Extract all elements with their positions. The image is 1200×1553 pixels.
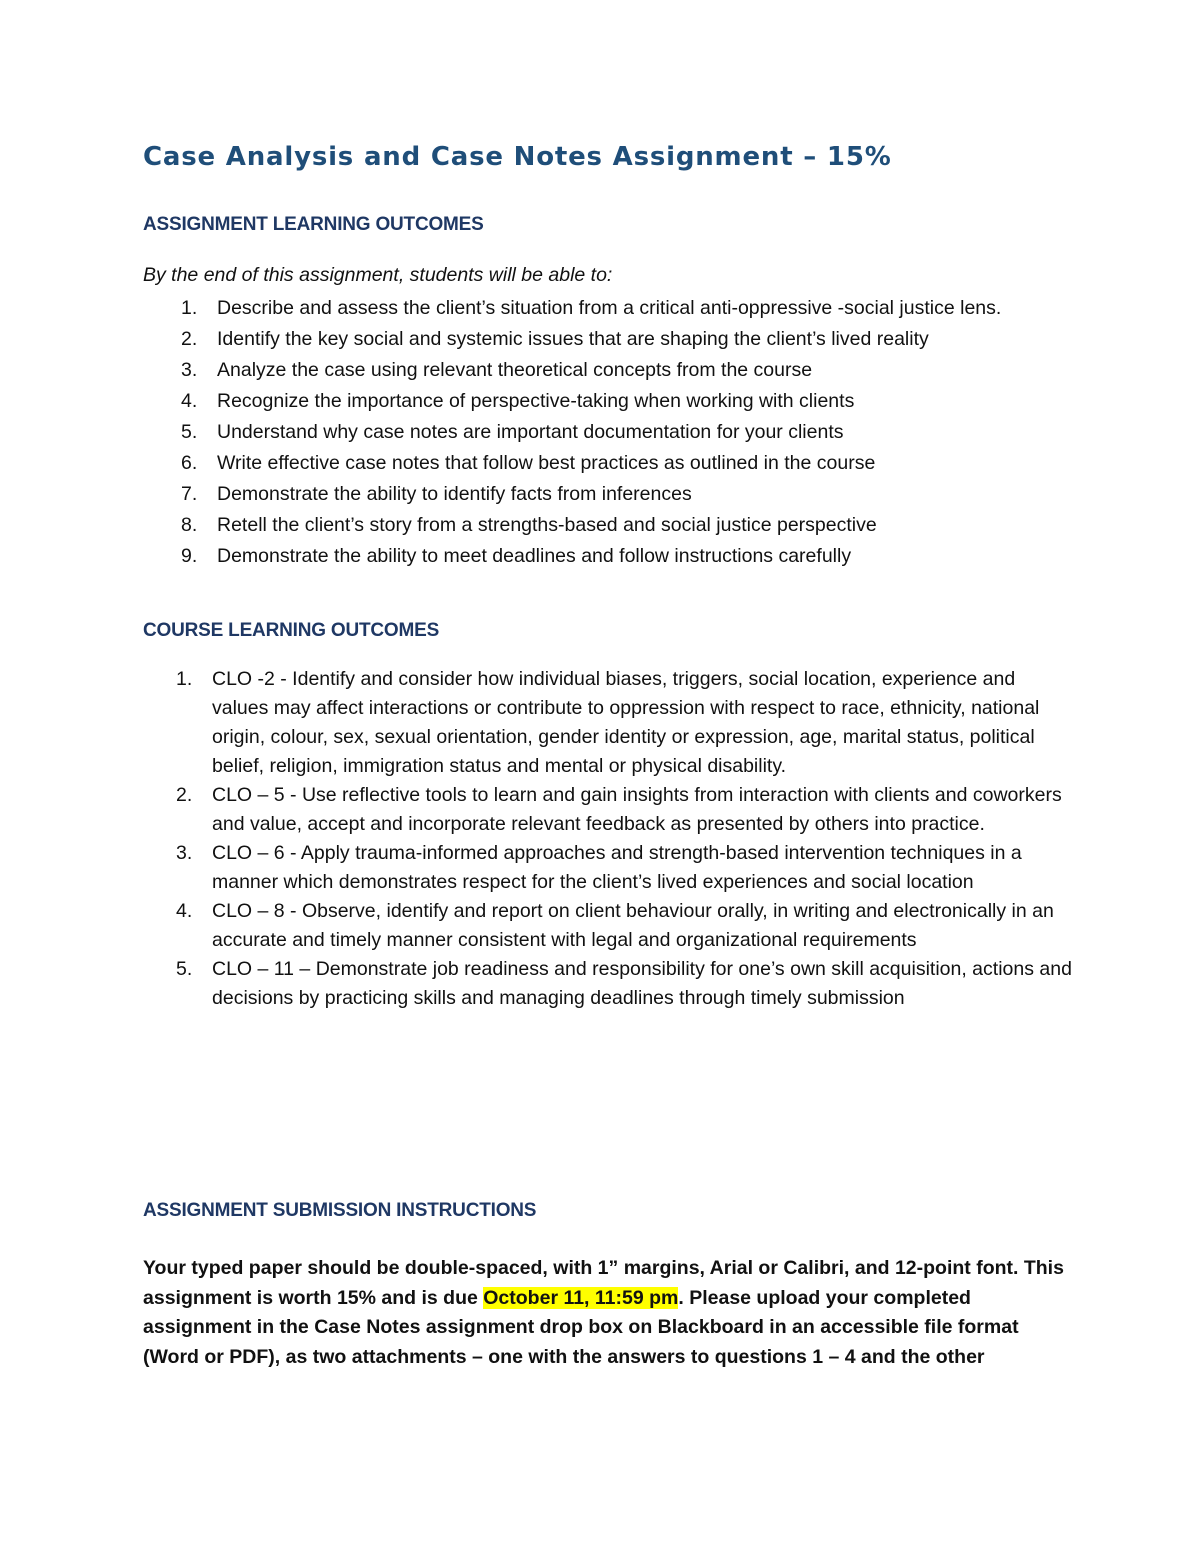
list-number: 2. — [181, 328, 198, 350]
document-title: Case Analysis and Case Notes Assignment – 15% — [143, 142, 892, 172]
list-item — [0, 418, 1047, 447]
list-number: 3. — [176, 842, 193, 864]
list-number: 6. — [181, 452, 198, 474]
list-item-text: Analyze the case using relevant theoretical concepts from the course — [217, 359, 813, 381]
submission-paragraph — [143, 1254, 1073, 1372]
list-number: 8. — [181, 514, 198, 536]
list-item-text: CLO – 11 – Demonstrate job readiness and responsibility for one’s own skill acquisition, actions and decisions by practicing skills and managing deadlines through timely submission — [212, 958, 1072, 1009]
list-item — [0, 781, 1072, 839]
list-item-text: CLO – 6 - Apply trauma-informed approaches and strength-based intervention techniques in a manner which demonstrates respect for the client’s lived experiences and social location — [212, 842, 1022, 893]
course-outcomes-heading: COURSE LEARNING OUTCOMES — [143, 620, 440, 641]
list-number: 5. — [176, 958, 193, 980]
list-item-text: Recognize the importance of perspective-taking when working with clients — [217, 390, 855, 412]
submission-text-after: . Please upload your completed assignment in the Case Notes assignment drop box on Blackboard in an accessible file format (Word or PDF), as two attachments – one with the answers to questions 1 – 4 and the other — [143, 1286, 1019, 1368]
list-item-text: CLO -2 - Identify and consider how individual biases, triggers, social location, experience and values may affect interactions or contribute to oppression with respect to race, ethnicity, national origin, colour, sex, sexual orientation, gender identity or expression, age, marital status, political belief, religion, immigration status and mental or physical disability. — [212, 668, 1040, 777]
list-item-text: Describe and assess the client’s situation from a critical anti-oppressive -social justice lens. — [217, 297, 1002, 319]
submission-text-before: Your typed paper should be double-spaced, with 1” margins, Arial or Calibri, and 12-point font. This assignment is worth 15% and is due — [143, 1257, 1064, 1309]
list-item — [0, 511, 1047, 540]
course-outcomes-list — [0, 665, 1072, 1013]
list-item-text: Retell the client’s story from a strengths-based and social justice perspective — [217, 514, 877, 536]
list-item-text: Demonstrate the ability to meet deadlines and follow instructions carefully — [217, 545, 852, 567]
list-number: 4. — [176, 900, 193, 922]
list-number: 1. — [181, 297, 198, 319]
due-date-highlight: October 11, 11:59 pm — [483, 1286, 679, 1309]
list-number: 3. — [181, 359, 198, 381]
list-item — [0, 356, 1047, 385]
assignment-outcomes-list — [0, 294, 1047, 573]
list-item-text: Demonstrate the ability to identify facts from inferences — [217, 483, 692, 505]
list-item-text: Identify the key social and systemic issues that are shaping the client’s lived reality — [217, 328, 929, 350]
list-number: 9. — [181, 545, 198, 567]
list-item — [0, 897, 1072, 955]
submission-instructions-heading: ASSIGNMENT SUBMISSION INSTRUCTIONS — [143, 1200, 537, 1221]
list-item — [0, 325, 1047, 354]
list-number: 1. — [176, 668, 193, 690]
list-item — [0, 542, 1047, 571]
list-item — [0, 665, 1072, 781]
list-number: 2. — [176, 784, 193, 806]
list-number: 5. — [181, 421, 198, 443]
list-item-text: CLO – 5 - Use reflective tools to learn and gain insights from interaction with clients and coworkers and value, accept and incorporate relevant feedback as presented by others into practice. — [212, 784, 1062, 835]
list-item-text: CLO – 8 - Observe, identify and report on client behaviour orally, in writing and electronically in an accurate and timely manner consistent with legal and organizational requirements — [212, 900, 1054, 951]
list-item — [0, 449, 1047, 478]
list-item-text: Understand why case notes are important documentation for your clients — [217, 421, 844, 443]
list-item — [0, 955, 1072, 1013]
list-number: 7. — [181, 483, 198, 505]
assignment-outcomes-heading: ASSIGNMENT LEARNING OUTCOMES — [143, 214, 484, 235]
list-number: 4. — [181, 390, 198, 412]
list-item — [0, 839, 1072, 897]
list-item-text: Write effective case notes that follow best practices as outlined in the course — [217, 452, 876, 474]
assignment-outcomes-intro: By the end of this assignment, students will be able to: — [143, 264, 613, 286]
list-item — [0, 387, 1047, 416]
list-item — [0, 294, 1047, 323]
list-item — [0, 480, 1047, 509]
